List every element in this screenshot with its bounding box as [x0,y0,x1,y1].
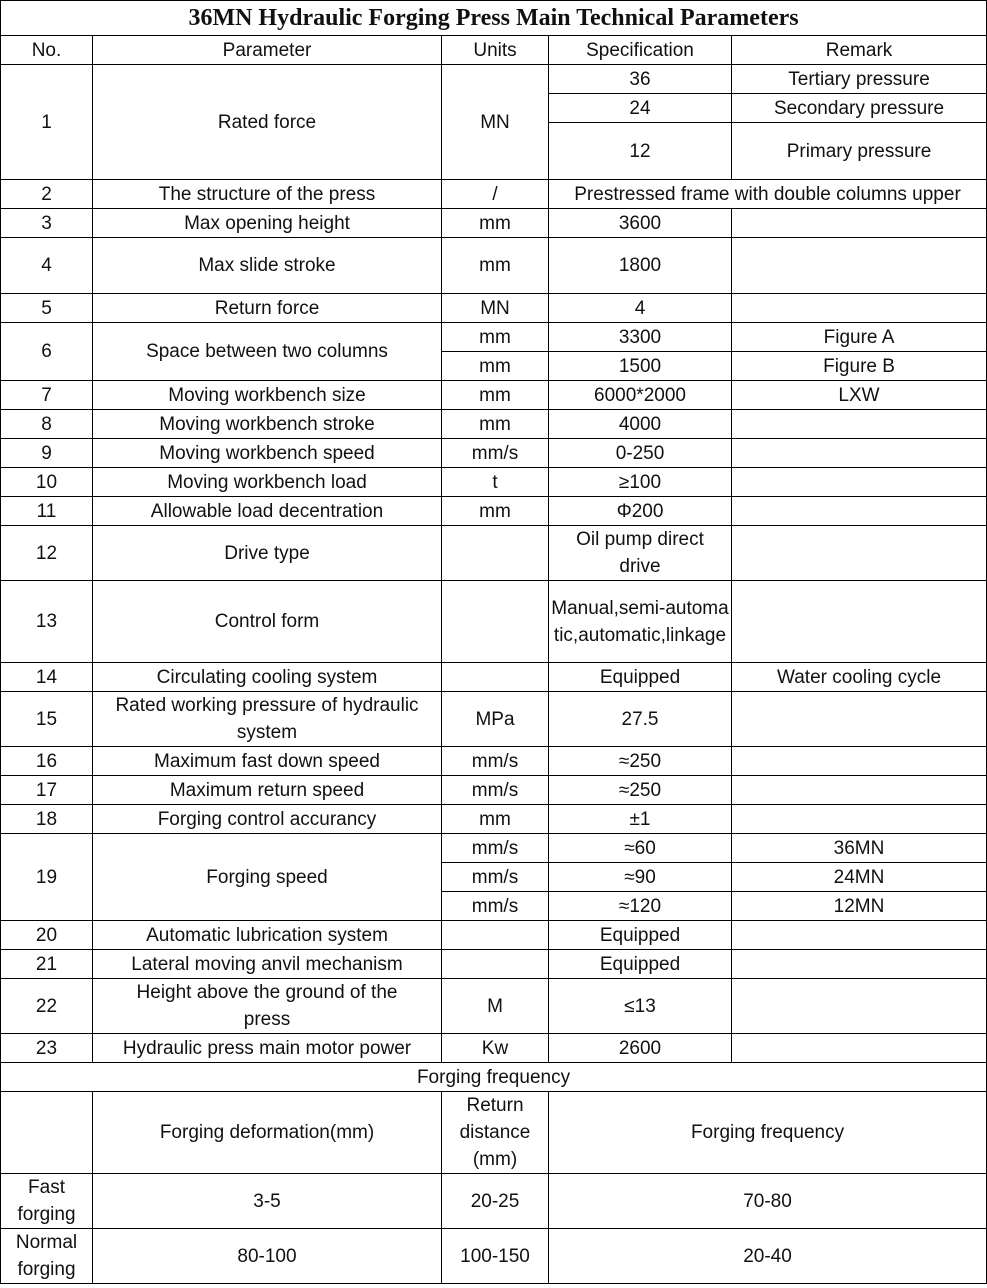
row-specification: 4000 [549,410,732,439]
row-remark [732,805,987,834]
row-parameter: Rated force [93,65,442,180]
row-no: 1 [1,65,93,180]
table-row [1,979,987,1034]
row-units [442,921,549,950]
row-units: MPa [442,692,549,747]
row-specification: 4 [549,294,732,323]
row-specification: 27.5 [549,692,732,747]
row-no: 7 [1,381,93,410]
row-specification: 3600 [549,209,732,238]
frequency-row-label: Normal forging [1,1229,93,1284]
row-remark [732,497,987,526]
row-units: mm/s [442,892,549,921]
row-specification: 0-250 [549,439,732,468]
row-specification: 2600 [549,1034,732,1063]
row-units: mm [442,352,549,381]
row-parameter: Maximum fast down speed [93,747,442,776]
row-units: mm/s [442,834,549,863]
table-row [1,692,987,747]
row-parameter: Rated working pressure of hydraulic system [93,692,442,747]
row-no: 23 [1,1034,93,1063]
table-row [1,209,987,238]
row-remark [732,439,987,468]
row-specification: Φ200 [549,497,732,526]
row-remark [732,1034,987,1063]
row-parameter: Height above the ground of the press [93,979,442,1034]
row-parameter: Space between two columns [93,323,442,381]
row-units [442,526,549,581]
row-remark: Primary pressure [732,123,987,180]
row-parameter: Control form [93,581,442,663]
table-row [1,805,987,834]
header-row [1,36,987,65]
table-row [1,921,987,950]
header-specification: Specification [549,36,732,65]
row-no: 10 [1,468,93,497]
table-row [1,581,987,663]
row-units: mm [442,323,549,352]
row-parameter: Moving workbench stroke [93,410,442,439]
row-no: 13 [1,581,93,663]
frequency-row-return-distance: 20-25 [442,1174,549,1229]
row-parameter: Moving workbench size [93,381,442,410]
row-remark [732,468,987,497]
row-parameter: Lateral moving anvil mechanism [93,950,442,979]
frequency-row-frequency: 20-40 [549,1229,987,1284]
header-remark: Remark [732,36,987,65]
header-parameter: Parameter [93,36,442,65]
table-row [1,238,987,294]
table-row [1,497,987,526]
frequency-row-deformation: 3-5 [93,1174,442,1229]
row-units: M [442,979,549,1034]
row-parameter: Circulating cooling system [93,663,442,692]
row-specification: ≈250 [549,776,732,805]
row-specification: Equipped [549,663,732,692]
row-remark [732,238,987,294]
table-row [1,1034,987,1063]
row-units: mm [442,209,549,238]
frequency-header-row [1,1092,987,1174]
frequency-section-title: Forging frequency [1,1063,987,1092]
row-remark [732,747,987,776]
row-remark [732,294,987,323]
table-row [1,294,987,323]
row-units: mm [442,410,549,439]
table-row [1,950,987,979]
row-units: MN [442,294,549,323]
row-parameter: Allowable load decentration [93,497,442,526]
row-parameter: Max opening height [93,209,442,238]
row-no: 20 [1,921,93,950]
row-no: 3 [1,209,93,238]
table-row [1,323,987,352]
row-remark: 36MN [732,834,987,863]
row-specification: ≈60 [549,834,732,863]
row-no: 5 [1,294,93,323]
table-title: 36MN Hydraulic Forging Press Main Technical Parameters [1,1,987,36]
row-parameter: Forging speed [93,834,442,921]
row-specification: 6000*2000 [549,381,732,410]
table-row [1,747,987,776]
frequency-header-return-distance: Return distance (mm) [442,1092,549,1174]
frequency-header-frequency: Forging frequency [549,1092,987,1174]
frequency-section-row [1,1063,987,1092]
row-units: mm/s [442,776,549,805]
table-row [1,381,987,410]
row-no: 22 [1,979,93,1034]
frequency-row-label: Fast forging [1,1174,93,1229]
row-units [442,581,549,663]
frequency-row-frequency: 70-80 [549,1174,987,1229]
row-no: 12 [1,526,93,581]
frequency-row-deformation: 80-100 [93,1229,442,1284]
table-row [1,439,987,468]
table-row [1,663,987,692]
row-units: MN [442,65,549,180]
row-units: mm [442,381,549,410]
row-specification: 3300 [549,323,732,352]
header-units: Units [442,36,549,65]
row-units: mm [442,497,549,526]
row-remark [732,209,987,238]
row-no: 6 [1,323,93,381]
row-units: Kw [442,1034,549,1063]
row-no: 15 [1,692,93,747]
row-no: 16 [1,747,93,776]
row-parameter: Hydraulic press main motor power [93,1034,442,1063]
row-remark: Secondary pressure [732,94,987,123]
row-no: 18 [1,805,93,834]
row-parameter: Return force [93,294,442,323]
row-specification: ±1 [549,805,732,834]
row-parameter: Forging control accurancy [93,805,442,834]
table-row [1,65,987,94]
frequency-row [1,1174,987,1229]
row-specification: ≈120 [549,892,732,921]
row-remark: Figure B [732,352,987,381]
row-remark [732,692,987,747]
row-specification: Manual,semi-automatic,automatic,linkage [549,581,732,663]
row-remark: 12MN [732,892,987,921]
header-no: No. [1,36,93,65]
table-row [1,776,987,805]
row-units: t [442,468,549,497]
row-no: 21 [1,950,93,979]
row-parameter: Drive type [93,526,442,581]
row-remark [732,921,987,950]
row-specification: ≤13 [549,979,732,1034]
row-remark: LXW [732,381,987,410]
row-specification: 12 [549,123,732,180]
row-units [442,950,549,979]
row-parameter: Max slide stroke [93,238,442,294]
row-remark [732,979,987,1034]
row-remark [732,950,987,979]
row-specification: Equipped [549,950,732,979]
row-parameter: Maximum return speed [93,776,442,805]
row-units: mm/s [442,439,549,468]
table-row [1,180,987,209]
frequency-header-label [1,1092,93,1174]
row-no: 14 [1,663,93,692]
row-units: mm [442,238,549,294]
row-units: mm [442,805,549,834]
frequency-row-return-distance: 100-150 [442,1229,549,1284]
row-units: mm/s [442,863,549,892]
row-remark [732,526,987,581]
table-row [1,834,987,863]
row-remark: Figure A [732,323,987,352]
row-no: 11 [1,497,93,526]
frequency-row [1,1229,987,1284]
row-specification: Oil pump direct drive [549,526,732,581]
row-specification: 36 [549,65,732,94]
row-specification: ≈90 [549,863,732,892]
row-parameter: The structure of the press [93,180,442,209]
row-remark [732,581,987,663]
row-specification: ≥100 [549,468,732,497]
row-no: 19 [1,834,93,921]
row-specification: 24 [549,94,732,123]
row-specification: ≈250 [549,747,732,776]
row-specification: 1500 [549,352,732,381]
row-units: mm/s [442,747,549,776]
row-units: / [442,180,549,209]
row-no: 8 [1,410,93,439]
row-remark [732,410,987,439]
row-specification: 1800 [549,238,732,294]
table-row [1,410,987,439]
row-no: 9 [1,439,93,468]
row-remark: Tertiary pressure [732,65,987,94]
row-specification: Prestressed frame with double columns upper [549,180,987,209]
row-remark [732,776,987,805]
table-row [1,526,987,581]
row-no: 17 [1,776,93,805]
row-parameter: Automatic lubrication system [93,921,442,950]
row-units [442,663,549,692]
row-remark: 24MN [732,863,987,892]
frequency-header-deformation: Forging deformation(mm) [93,1092,442,1174]
row-specification: Equipped [549,921,732,950]
row-parameter: Moving workbench load [93,468,442,497]
row-remark: Water cooling cycle [732,663,987,692]
row-no: 2 [1,180,93,209]
row-no: 4 [1,238,93,294]
table-row [1,468,987,497]
row-parameter: Moving workbench speed [93,439,442,468]
